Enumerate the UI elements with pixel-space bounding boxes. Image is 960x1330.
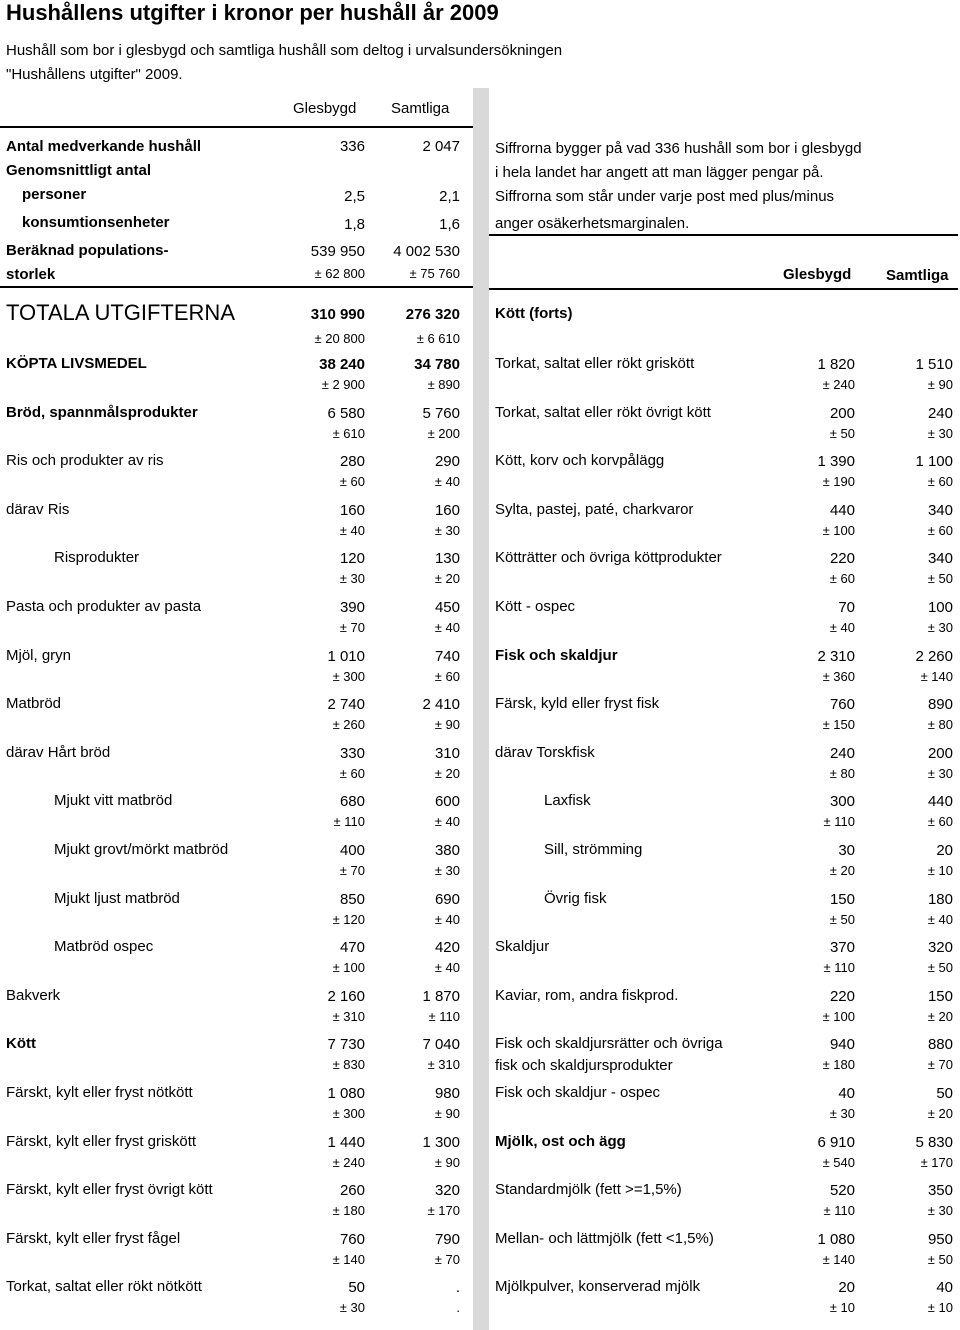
header-rule — [0, 126, 473, 128]
left-row-glesbygd-margin: ± 60 — [339, 765, 365, 781]
left-row-samtliga-margin: ± 30 — [434, 522, 460, 538]
population-glesbygd: 539 950 — [310, 243, 365, 260]
left-row-glesbygd: 470 — [339, 939, 365, 957]
right-row-label: Övrig fisk — [544, 889, 607, 907]
right-row-samtliga-margin: ± 20 — [927, 1008, 953, 1024]
persons-glesbygd: 2,5 — [344, 188, 365, 205]
right-row-label: Mjölk, ost och ägg — [495, 1132, 626, 1150]
right-row-samtliga-margin: ± 60 — [927, 522, 953, 538]
col-header-glesbygd: Glesbygd — [293, 100, 357, 117]
right-row-samtliga: 50 — [936, 1085, 953, 1102]
left-row-glesbygd: 330 — [339, 744, 365, 762]
right-row-glesbygd-margin: ± 40 — [829, 620, 855, 635]
right-row-glesbygd: 40 — [838, 1085, 855, 1102]
left-row-samtliga: 1 870 — [422, 987, 460, 1005]
left-row-samtliga-margin: ± 40 — [434, 474, 460, 490]
households-samtliga: 2 047 — [422, 138, 460, 155]
right-row-glesbygd: 2 310 — [817, 647, 855, 665]
left-row-samtliga: 690 — [434, 890, 460, 908]
right-row-glesbygd-margin: ± 110 — [823, 1203, 855, 1219]
right-row-glesbygd: 940 — [829, 1036, 855, 1054]
average-label: Genomsnittligt antal — [6, 162, 152, 179]
left-row-glesbygd-margin: ± 110 — [333, 814, 365, 830]
right-row-samtliga-margin: ± 140 — [920, 668, 953, 684]
left-row-glesbygd-margin: ± 70 — [339, 620, 365, 635]
right-row-samtliga-margin: ± 30 — [927, 425, 953, 441]
left-row-label: Torkat, saltat eller rökt nötkött — [6, 1278, 202, 1296]
right-row-glesbygd-margin: ± 180 — [822, 1057, 855, 1073]
right-row-glesbygd-margin: ± 150 — [822, 717, 855, 733]
population-label-2: storlek — [6, 266, 56, 283]
units-glesbygd: 1,8 — [344, 216, 365, 233]
right-row-samtliga-margin: ± 170 — [920, 1154, 953, 1170]
right-row-glesbygd-margin: ± 100 — [822, 522, 855, 538]
right-row-samtliga-margin: ± 40 — [927, 911, 953, 927]
left-row-glesbygd-margin: ± 830 — [332, 1057, 365, 1073]
left-row-label: Matbröd ospec — [54, 938, 154, 956]
left-row-samtliga: 2 410 — [422, 696, 460, 714]
right-row-glesbygd-margin: ± 140 — [822, 1251, 855, 1267]
left-row-label: Mjukt vitt matbröd — [54, 792, 173, 810]
notes-rule — [489, 234, 958, 236]
note-line4: anger osäkerhetsmarginalen. — [495, 215, 690, 232]
left-row-glesbygd-margin: ± 40 — [339, 522, 365, 538]
right-header-rule — [489, 288, 958, 290]
left-row-glesbygd: 1 080 — [327, 1085, 365, 1102]
left-row-label: därav Hårt bröd — [6, 743, 111, 761]
population-samtliga-margin: ± 75 760 — [409, 266, 460, 281]
right-row-label: Torkat, saltat eller rökt övrigt kött — [495, 403, 711, 421]
left-row-samtliga: . — [455, 1279, 460, 1297]
units-samtliga: 1,6 — [439, 216, 460, 233]
right-row-glesbygd-margin: ± 80 — [829, 765, 855, 781]
left-row-samtliga-margin: ± 70 — [434, 1251, 460, 1267]
right-row-glesbygd-margin: ± 50 — [829, 911, 855, 927]
right-row-glesbygd: 1 390 — [817, 453, 855, 471]
right-row-samtliga-margin: ± 30 — [927, 620, 953, 635]
right-row-samtliga: 1 100 — [915, 453, 953, 471]
left-row-samtliga: 600 — [434, 793, 460, 811]
right-row-samtliga: 950 — [927, 1230, 953, 1248]
right-row-label: Standardmjölk (fett >=1,5%) — [495, 1181, 682, 1199]
right-row-label: Sill, strömming — [544, 841, 643, 858]
left-row-samtliga-margin: ± 200 — [427, 425, 460, 441]
left-row-glesbygd: 38 240 — [319, 356, 365, 373]
right-row-glesbygd: 440 — [829, 501, 855, 519]
right-row-glesbygd: 150 — [829, 890, 855, 908]
left-row-glesbygd: 160 — [339, 501, 365, 519]
left-row-glesbygd-margin: ± 180 — [332, 1203, 365, 1219]
left-row-samtliga: 130 — [434, 550, 460, 568]
left-row-samtliga-margin: ± 40 — [434, 911, 460, 927]
right-row-samtliga: 440 — [927, 793, 953, 811]
right-row-samtliga: 40 — [936, 1279, 953, 1297]
left-row-label: Färskt, kylt eller fryst övrigt kött — [6, 1181, 213, 1199]
left-row-samtliga-margin: ± 90 — [434, 1106, 460, 1121]
left-row-glesbygd: 120 — [339, 550, 365, 568]
left-row-glesbygd-margin: ± 240 — [332, 1154, 365, 1170]
left-row-glesbygd-margin: ± 30 — [339, 1300, 365, 1316]
left-row-label: Matbröd — [6, 695, 62, 713]
right-row-glesbygd: 1 080 — [817, 1230, 855, 1248]
subtitle-line2: "Hushållens utgifter" 2009. — [6, 66, 183, 83]
right-row-samtliga-margin: ± 60 — [927, 474, 953, 490]
right-row-glesbygd-margin: ± 540 — [822, 1154, 855, 1170]
left-row-label: Bakverk — [6, 986, 61, 1004]
right-row-label: Kötträtter och övriga köttprodukter — [495, 549, 722, 567]
left-row-glesbygd-margin: ± 260 — [332, 717, 365, 733]
left-row-glesbygd-margin: ± 310 — [332, 1008, 365, 1024]
left-row-samtliga-margin: ± 6 610 — [416, 331, 460, 346]
left-row-glesbygd-margin: ± 300 — [332, 1106, 365, 1121]
right-row-glesbygd: 300 — [829, 793, 855, 811]
right-row-label: Fisk och skaldjur - ospec — [495, 1084, 661, 1101]
right-row-glesbygd: 220 — [829, 550, 855, 568]
right-row-glesbygd: 1 820 — [817, 356, 855, 373]
left-row-glesbygd: 1 440 — [327, 1133, 365, 1151]
left-row-glesbygd: 7 730 — [327, 1036, 365, 1054]
left-row-glesbygd: 760 — [339, 1230, 365, 1248]
right-row-samtliga-margin: ± 70 — [927, 1057, 953, 1073]
right-row-glesbygd: 6 910 — [817, 1133, 855, 1151]
population-label-1: Beräknad populations- — [6, 242, 169, 259]
left-row-glesbygd: 2 160 — [327, 987, 365, 1005]
left-row-glesbygd-margin: ± 610 — [332, 425, 365, 441]
left-row-samtliga-margin: ± 90 — [434, 1154, 460, 1170]
right-row-glesbygd-margin: ± 110 — [823, 960, 855, 976]
right-row-label: därav Torskfisk — [495, 743, 595, 761]
left-row-label: Risprodukter — [54, 549, 140, 567]
left-row-samtliga: 160 — [434, 501, 460, 519]
right-row-glesbygd: 30 — [838, 842, 855, 859]
left-row-samtliga: 276 320 — [405, 306, 460, 323]
left-row-samtliga-margin: ± 30 — [434, 863, 460, 878]
right-row-glesbygd-margin: ± 20 — [829, 863, 855, 878]
left-row-label: Bröd, spannmålsprodukter — [6, 403, 198, 421]
left-row-label: Pasta och produkter av pasta — [6, 598, 202, 615]
left-row-samtliga: 1 300 — [422, 1133, 460, 1151]
right-row-samtliga: 340 — [927, 501, 953, 519]
left-row-label: KÖPTA LIVSMEDEL — [6, 355, 147, 372]
left-row-samtliga: 740 — [434, 647, 460, 665]
left-row-samtliga: 420 — [434, 939, 460, 957]
left-row-glesbygd-margin: ± 70 — [339, 863, 365, 878]
right-row-label: Skaldjur — [495, 938, 550, 956]
right-row-label: Torkat, saltat eller rökt griskött — [495, 355, 695, 372]
right-row-glesbygd-margin: ± 190 — [822, 474, 855, 490]
left-row-label: Kött — [6, 1035, 36, 1053]
left-row-samtliga-margin: ± 170 — [427, 1203, 460, 1219]
right-row-samtliga-margin: ± 20 — [927, 1106, 953, 1121]
left-row-label: Mjukt grovt/mörkt matbröd — [54, 841, 229, 858]
right-row-samtliga-margin: ± 50 — [927, 1251, 953, 1267]
subtitle-line1: Hushåll som bor i glesbygd och samtliga hushåll som deltog i urvalsundersökningen — [6, 42, 563, 59]
left-row-glesbygd: 6 580 — [327, 404, 365, 422]
right-section-kott-forts: Kött (forts) — [495, 305, 573, 322]
right-row-label: Färsk, kyld eller fryst fisk — [495, 695, 660, 713]
right-row-glesbygd-margin: ± 10 — [829, 1300, 855, 1316]
right-row-glesbygd-margin: ± 100 — [822, 1008, 855, 1024]
right-row-glesbygd: 200 — [829, 404, 855, 422]
page-title: Hushållens utgifter i kronor per hushåll år 2009 — [6, 0, 499, 25]
population-glesbygd-margin: ± 62 800 — [314, 266, 365, 281]
left-row-label: Färskt, kylt eller fryst nötkött — [6, 1084, 193, 1101]
right-row-label: Fisk och skaldjursrätter och övriga — [495, 1035, 723, 1053]
households-label: Antal medverkande hushåll — [6, 138, 202, 155]
left-row-glesbygd: 400 — [339, 842, 365, 859]
right-row-samtliga: 880 — [927, 1036, 953, 1054]
left-row-samtliga-margin: ± 310 — [427, 1057, 460, 1073]
right-row-samtliga: 350 — [927, 1182, 953, 1200]
right-row-samtliga-margin: ± 50 — [927, 960, 953, 976]
left-row-glesbygd-margin: ± 120 — [332, 911, 365, 927]
right-row-label: Mjölkpulver, konserverad mjölk — [495, 1278, 701, 1296]
right-row-samtliga: 180 — [927, 890, 953, 908]
right-col-header-glesbygd: Glesbygd — [783, 266, 852, 283]
right-row-samtliga: 340 — [927, 550, 953, 568]
right-row-samtliga-margin: ± 60 — [927, 814, 953, 830]
left-row-glesbygd: 680 — [339, 793, 365, 811]
right-row-glesbygd-margin: ± 30 — [829, 1106, 855, 1121]
left-row-glesbygd: 390 — [339, 599, 365, 616]
right-row-samtliga: 150 — [927, 987, 953, 1005]
note-line2: i hela landet har angett att man lägger pengar på. — [495, 164, 824, 181]
right-row-samtliga: 100 — [927, 599, 953, 616]
left-row-samtliga: 320 — [434, 1182, 460, 1200]
left-row-samtliga: 310 — [434, 744, 460, 762]
left-row-samtliga: 5 760 — [422, 404, 460, 422]
right-row-glesbygd: 370 — [829, 939, 855, 957]
right-row-samtliga-margin: ± 10 — [927, 1300, 953, 1316]
left-row-glesbygd-margin: ± 300 — [332, 668, 365, 684]
right-row-glesbygd-margin: ± 60 — [829, 571, 855, 587]
left-row-glesbygd: 1 010 — [327, 647, 365, 665]
left-row-label: Färskt, kylt eller fryst fågel — [6, 1229, 181, 1247]
left-row-glesbygd: 850 — [339, 890, 365, 908]
left-row-label: Mjöl, gryn — [6, 646, 72, 664]
population-samtliga: 4 002 530 — [393, 243, 460, 260]
left-row-glesbygd-margin: ± 30 — [339, 571, 365, 587]
right-row-samtliga: 2 260 — [915, 647, 953, 665]
left-row-glesbygd: 50 — [348, 1279, 365, 1297]
right-row-samtliga: 20 — [936, 842, 953, 859]
left-row-samtliga-margin: ± 20 — [434, 765, 460, 781]
right-row-samtliga-margin: ± 50 — [927, 571, 953, 587]
right-row-samtliga: 240 — [927, 404, 953, 422]
right-col-header-samtliga: Samtliga — [886, 267, 949, 284]
right-row-label: Mellan- och lättmjölk (fett <1,5%) — [495, 1229, 714, 1247]
right-row-samtliga: 320 — [927, 939, 953, 957]
left-row-label: därav Ris — [6, 500, 70, 518]
column-divider — [473, 88, 489, 1330]
left-row-samtliga: 34 780 — [414, 356, 460, 373]
left-row-glesbygd-margin: ± 60 — [339, 474, 365, 490]
left-row-label: Ris och produkter av ris — [6, 452, 164, 470]
left-row-glesbygd-margin: ± 2 900 — [321, 377, 365, 392]
right-row-label: Laxfisk — [544, 792, 591, 810]
left-row-samtliga-margin: ± 110 — [428, 1008, 460, 1024]
left-row-samtliga-margin: ± 40 — [434, 960, 460, 976]
left-row-samtliga-margin: ± 890 — [427, 377, 460, 392]
left-row-samtliga: 790 — [434, 1230, 460, 1248]
persons-label: personer — [22, 186, 87, 203]
left-row-samtliga: 450 — [434, 599, 460, 616]
left-row-samtliga: 290 — [434, 453, 460, 471]
right-row-samtliga: 1 510 — [915, 356, 953, 373]
left-row-samtliga-margin: . — [456, 1300, 460, 1316]
right-row-samtliga-margin: ± 90 — [927, 377, 953, 392]
left-row-samtliga-margin: ± 90 — [434, 717, 460, 733]
right-row-glesbygd: 70 — [838, 599, 855, 616]
right-row-glesbygd-margin: ± 50 — [829, 425, 855, 441]
right-row-samtliga: 200 — [927, 744, 953, 762]
right-row-samtliga-margin: ± 10 — [927, 863, 953, 878]
left-row-samtliga-margin: ± 40 — [434, 814, 460, 830]
right-row-glesbygd-margin: ± 240 — [822, 377, 855, 392]
right-row-samtliga-margin: ± 30 — [927, 765, 953, 781]
right-row-label: Kött, korv och korvpålägg — [495, 452, 665, 470]
persons-samtliga: 2,1 — [439, 188, 460, 205]
right-row-label-cont: fisk och skaldjursprodukter — [495, 1057, 673, 1075]
right-row-glesbygd-margin: ± 110 — [823, 814, 855, 830]
right-row-glesbygd: 520 — [829, 1182, 855, 1200]
right-row-label: Kött - ospec — [495, 598, 576, 615]
left-row-samtliga-margin: ± 40 — [434, 620, 460, 635]
left-row-glesbygd-margin: ± 140 — [332, 1251, 365, 1267]
left-row-samtliga: 980 — [434, 1085, 460, 1102]
left-row-glesbygd-margin: ± 100 — [332, 960, 365, 976]
households-glesbygd: 336 — [339, 138, 365, 155]
left-row-samtliga-margin: ± 60 — [434, 668, 460, 684]
left-row-glesbygd: 310 990 — [310, 306, 365, 323]
right-row-label: Sylta, pastej, paté, charkvaror — [495, 500, 694, 518]
note-line3: Siffrorna som står under varje post med plus/minus — [495, 188, 835, 205]
left-row-samtliga: 7 040 — [422, 1036, 460, 1054]
left-row-glesbygd: 260 — [339, 1182, 365, 1200]
col-header-samtliga: Samtliga — [391, 100, 450, 117]
left-row-label: TOTALA UTGIFTERNA — [6, 300, 235, 325]
right-row-glesbygd: 20 — [838, 1279, 855, 1297]
left-row-samtliga-margin: ± 20 — [434, 571, 460, 587]
left-row-glesbygd: 280 — [339, 453, 365, 471]
right-row-glesbygd: 760 — [829, 696, 855, 714]
right-row-samtliga: 5 830 — [915, 1133, 953, 1151]
right-row-glesbygd: 240 — [829, 744, 855, 762]
right-row-glesbygd-margin: ± 360 — [822, 668, 855, 684]
right-row-label: Kaviar, rom, andra fiskprod. — [495, 986, 679, 1004]
right-row-samtliga-margin: ± 30 — [927, 1203, 953, 1219]
note-line1: Siffrorna bygger på vad 336 hushåll som bor i glesbygd — [495, 140, 862, 157]
right-row-samtliga-margin: ± 80 — [927, 717, 953, 733]
summary-rule — [0, 286, 473, 288]
right-row-label: Fisk och skaldjur — [495, 646, 618, 664]
right-row-glesbygd: 220 — [829, 987, 855, 1005]
left-row-samtliga: 380 — [434, 842, 460, 859]
left-row-label: Mjukt ljust matbröd — [54, 889, 180, 907]
left-row-glesbygd: 2 740 — [327, 696, 365, 714]
units-label: konsumtionsenheter — [22, 214, 170, 231]
left-row-glesbygd-margin: ± 20 800 — [314, 331, 365, 346]
right-row-samtliga: 890 — [927, 696, 953, 714]
left-row-label: Färskt, kylt eller fryst griskött — [6, 1132, 197, 1150]
